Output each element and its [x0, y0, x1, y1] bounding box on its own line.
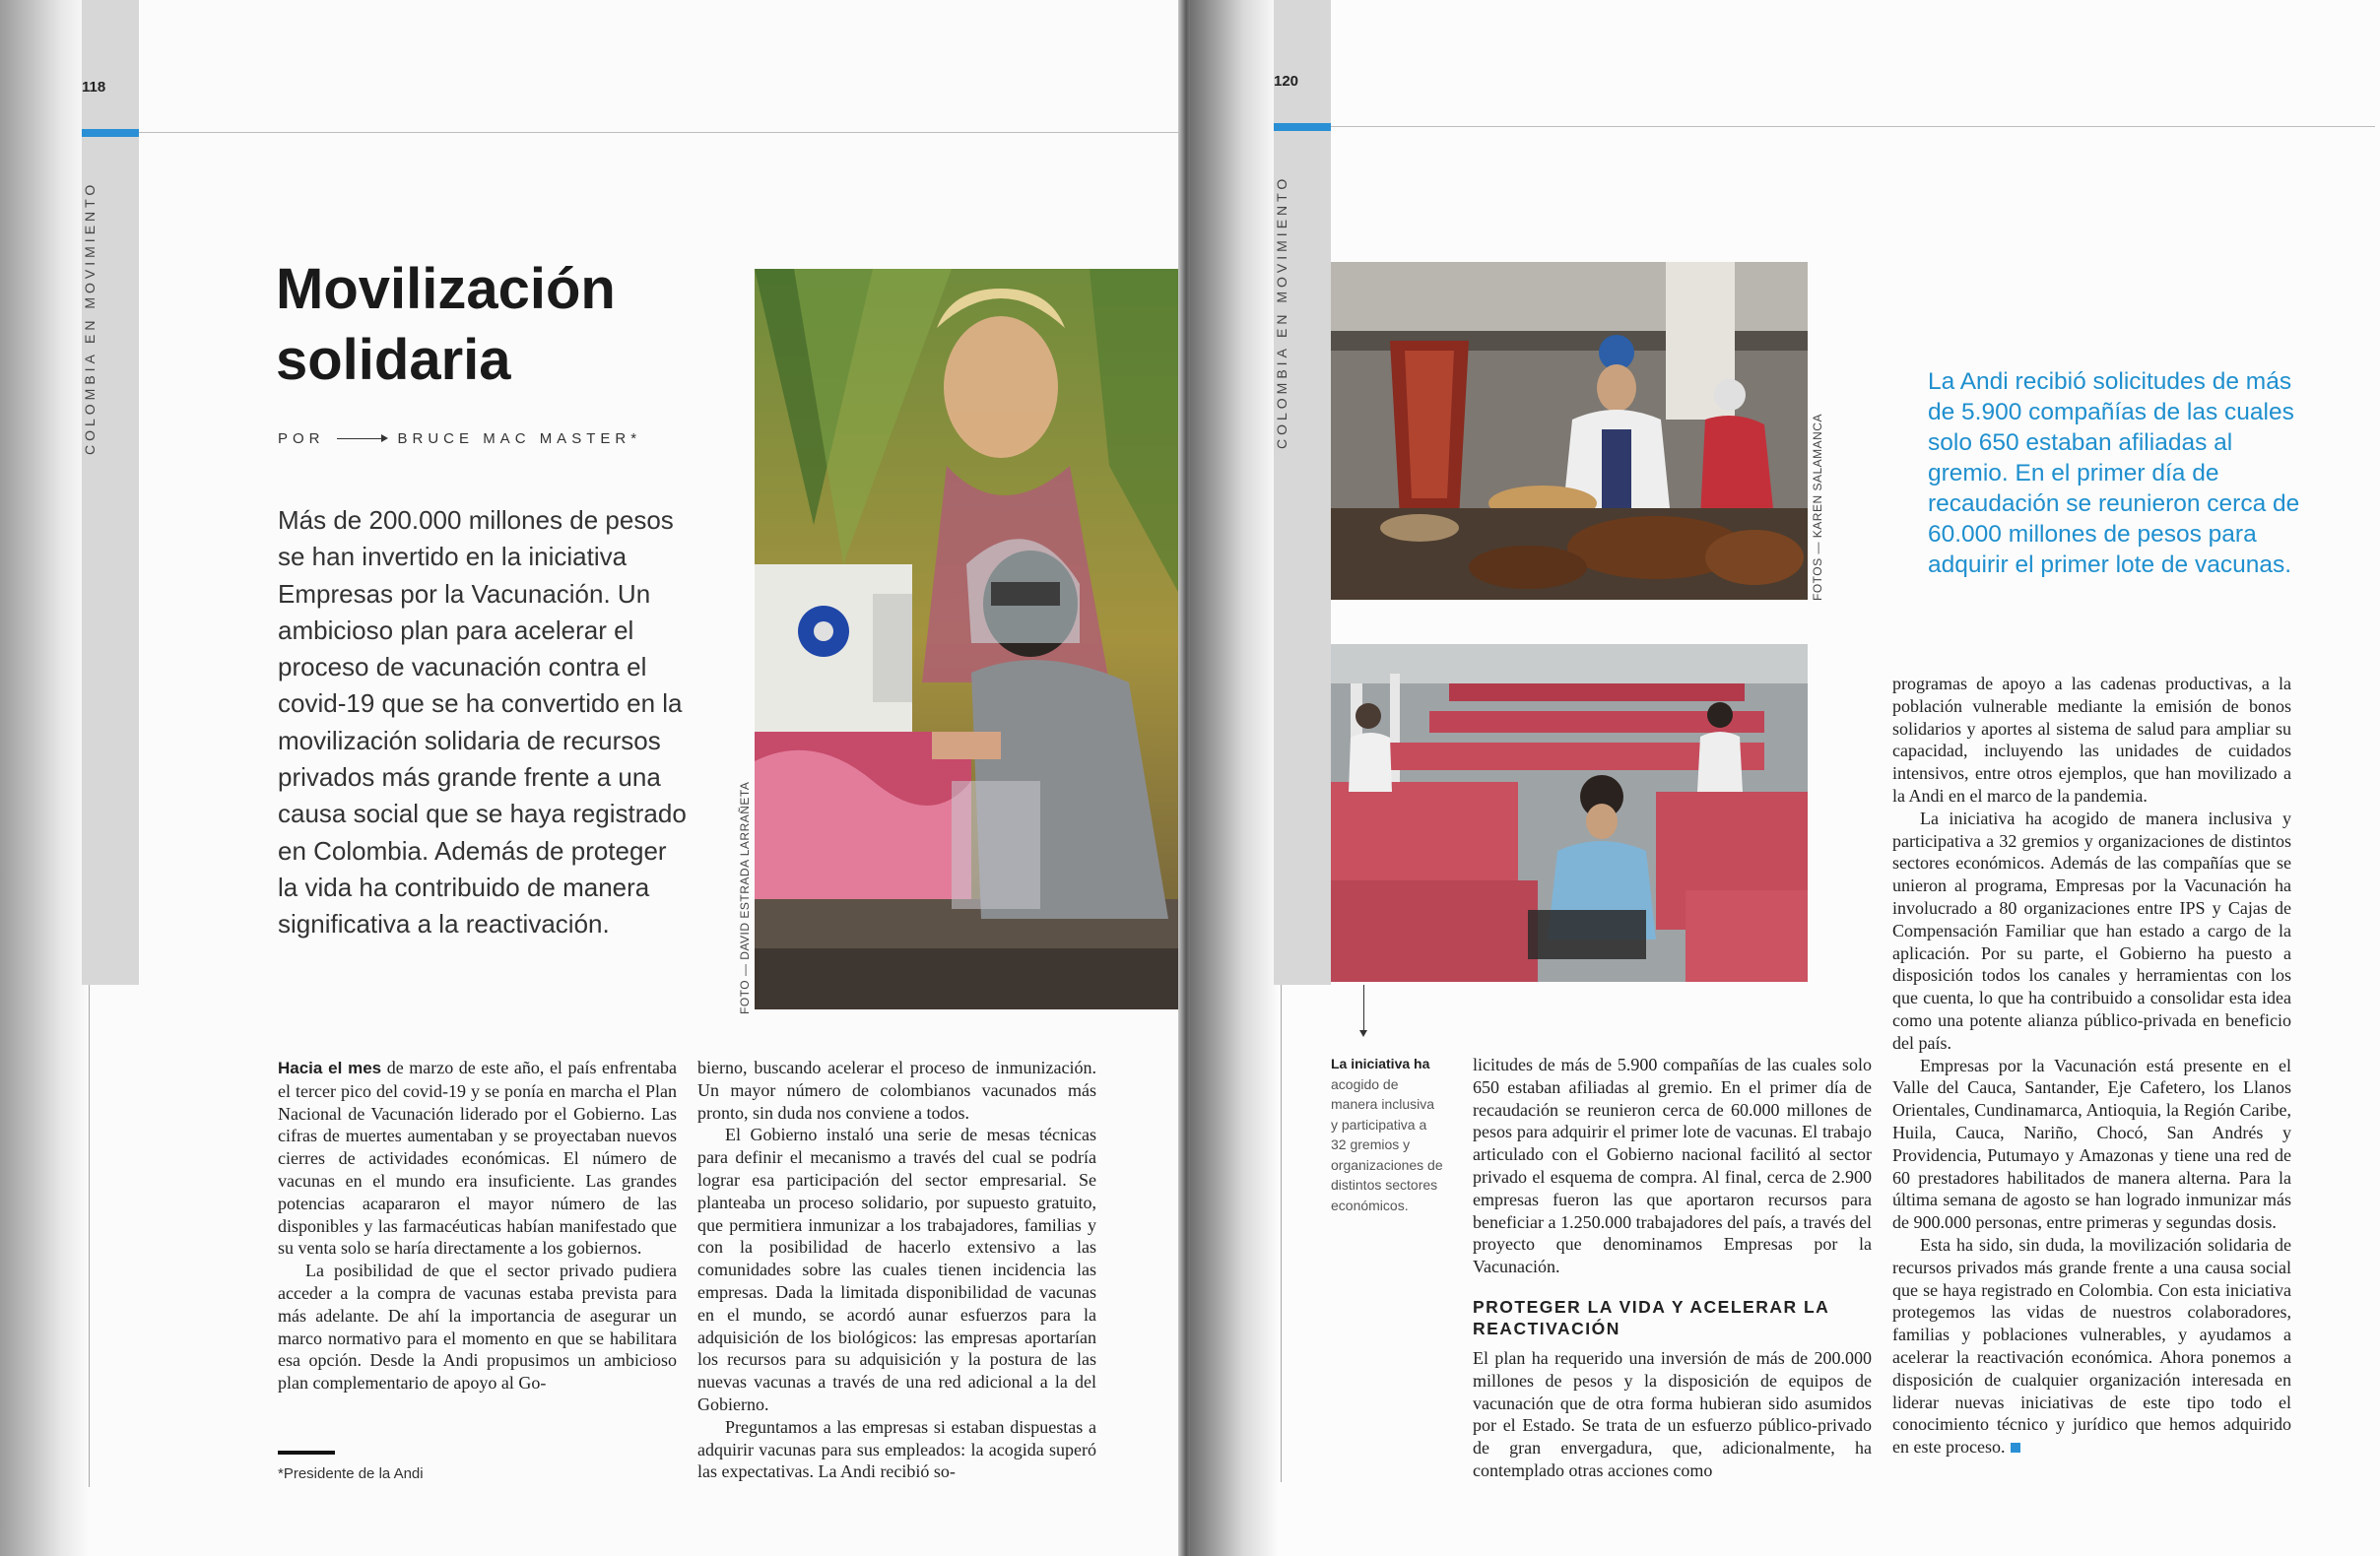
body-text: de marzo de este año, el país enfrentaba el tercer pico del covid-19 y se ponía en marcha el Plan Nacional de Vacunación liderado por el Gobierno. Las cifras de muertes aumentaban y se proyectaban nuevos cierres de actividades económicas. El número de vacunas en el mundo era insuficiente. Las grandes potencias acapararon el mayor número de las disponibles y las farmacéuticas habían manifestado que su venta solo se haría directamente a los gobiernos.	[278, 1058, 677, 1259]
body-paragraph: programas de apoyo a las cadenas productivas, a la población vulnerable mediante la emisión de bonos solidarios y aportes al sistema de salud para ampliar su capacidad, incluyendo las unidades de cuidados intensivos, entre otros ejemplos, que han movilizado a la Andi en el marco de la pandemia.	[1892, 674, 2291, 806]
photo-caption	[1331, 1054, 1444, 1215]
title-line-1: Movilización	[276, 257, 616, 321]
header-rule	[139, 132, 1178, 133]
end-mark-icon	[2011, 1443, 2020, 1453]
body-paragraph: licitudes de más de 5.900 compañías de las cuales solo 650 estaban afiliadas al gremio. En el primer día de recaudación se reunieron cerca de 60.000 millones de pesos para adquirir el primer lote de vacunas. El trabajo articulado con el Gobierno nacional facilitó al sector privado el esquema de compra. Al final, cerca de 2.900 empresas fueron las que aportaron recursos para beneficiar a 1.250.000 trabajadores del país, a través del proyecto que denominamos Empresas por la Vacunación.	[1473, 1055, 1872, 1277]
caption-lead: La iniciativa ha	[1331, 1056, 1430, 1071]
byline-arrow-icon	[337, 438, 386, 439]
body-paragraph: La iniciativa ha acogido de manera inclusiva y participativa a 32 gremios y organizaciones de distintos sectores económicos. Además de las compañías que se unieron al programa, Empresas por la Vacunación ha involucrado a 80 organizaciones entre IPS y Cajas de Compensación Familiar que han estado a cargo de la aplicación. Por su parte, el Gobierno ha puesto a disposición todos los canales y herramientas con los que cuenta, lo que ha contribuido a consolidar esta idea como una potente alianza público-privada en beneficio del país.	[1892, 808, 2291, 1053]
call-center-illustration	[1331, 644, 1808, 982]
caption-arrow-icon	[1359, 1030, 1367, 1037]
body-paragraph: Empresas por la Vacunación está presente en el Valle del Cauca, Santander, Eje Cafetero, los Llanos Orientales, Cundinamarca, Antioquia, la Región Caribe, Huila, Cauca, Nariño, Chocó, San Andrés y Providencia, Putumayo y Amazonas y tiene una red de 60 prestadores habilitados de manera alterna. Para la última semana de agosto se han logrado inmunizar más de 900.000 personas, entre primeras y segundas dosis.	[1892, 1055, 2291, 1233]
section-subhead: PROTEGER LA VIDA Y ACELERAR LA REACTIVACIÓN	[1473, 1296, 1829, 1338]
page-gutter-shadow	[1190, 0, 1279, 1556]
byline	[278, 430, 641, 447]
footnote: *Presidente de la Andi	[278, 1465, 424, 1482]
body-paragraph: La posibilidad de que el sector privado pudiera acceder a la compra de vacunas estaba prevista para más adelante. De ahí la importancia de asegurar un marco normativo para el momento en que se habilitara esa opción. Desde la Andi propusimos un ambicioso plan complementario de apoyo al Go-	[278, 1261, 677, 1394]
left-page	[0, 0, 1187, 1556]
byline-author: BRUCE MAC MASTER*	[397, 430, 642, 447]
section-label: COLOMBIA EN MOVIMIENTO	[82, 180, 98, 455]
run-in-heading: Hacia el mes	[278, 1059, 382, 1077]
body-text: Esta ha sido, sin duda, la movilización solidaria de recursos privados más grande frente a una causa social que se haya registrado en Colombia. Con esta iniciativa protegemos las vidas de nuestros colaboradores, familias y poblaciones vulnerables, y ayudamos a acelerar la reactivación económica. Ahora ponemos a disposición de cualquier organización interesada en liderar nuevas iniciativas de este tipo todo el conocimiento técnico y jurídico que hemos adquirido en este proceso.	[1892, 1234, 2291, 1458]
body-paragraph: Preguntamos a las empresas si estaban dispuestas a adquirir vacunas para sus empleados: la acogida superó las expectativas. La Andi recibió so-	[697, 1416, 1096, 1482]
body-paragraph	[1892, 1234, 2291, 1459]
lede-paragraph: Más de 200.000 millones de pesos se han invertido en la iniciativa Empresas por la Vacunación. Un ambicioso plan para acelerar el proceso de vacunación contra el covid-19 que se ha convertido en la movilización solidaria de recursos privados más grande frente a una causa social que se haya registrado en Colombia. Además de proteger la vida ha contribuido de manera significativa a la reactivación.	[278, 505, 687, 940]
accent-rule	[1274, 123, 1331, 131]
header-rule	[1331, 126, 2375, 127]
body-column-2	[1892, 673, 2291, 1459]
accent-rule	[82, 129, 139, 137]
caption-pointer-line	[1363, 985, 1364, 1034]
body-column-1	[278, 1057, 677, 1394]
seamstress-illustration	[755, 269, 1179, 1009]
pull-quote: La Andi recibió solicitudes de más de 5.900 compañías de las cuales solo 650 estaban afiliadas al gremio. En el primer día de recaudación se reunieron cerca de 60.000 millones de pesos para adquirir el primer lote de vacunas.	[1928, 368, 2300, 578]
body-column-2	[697, 1057, 1096, 1483]
grey-sidebar-strip	[1274, 0, 1331, 985]
photo-seamstress	[755, 269, 1179, 1009]
photo-call-center	[1331, 644, 1808, 982]
margin-line	[89, 985, 90, 1487]
body-column-1	[1473, 1054, 1872, 1482]
photo-credit: FOTOS — KAREN SALAMANCA	[1811, 414, 1824, 601]
page-gutter-shadow	[0, 0, 89, 1556]
right-page	[1190, 0, 2380, 1556]
byline-prefix: POR	[278, 430, 325, 447]
page-number: 118	[82, 79, 106, 96]
footnote-rule	[278, 1451, 335, 1455]
photo-kitchen	[1331, 262, 1808, 600]
body-paragraph: El Gobierno instaló una serie de mesas técnicas para definir el mecanismo a través del cual se podría lograr esa participación del sector empresarial. Se planteaba un proceso solidario, por supuesto gratuito, que permitiera inmunizar a los trabajadores, familias y con la posibilidad de hacerlo extensivo a las comunidades sobre las cuales tienen incidencia las empresas. Dada la limitada disponibilidad de vacunas en el mundo, se acordó aunar esfuerzos para la adquisición de los biológicos: las empresas aportarían los recursos para su adquisición y la postura de las nuevas vacunas a través de una red adicional a la del Gobierno.	[697, 1125, 1096, 1414]
margin-line	[1281, 985, 1282, 1482]
caption-text: acogido de manera inclusiva y participativa a 32 gremios y organizaciones de distintos sectores económicos.	[1331, 1075, 1443, 1213]
title-line-2: solidaria	[276, 328, 511, 392]
body-paragraph: El plan ha requerido una inversión de más de 200.000 millones de pesos y la disposición de equipos de vacunación que de otra forma hubieran sido asumidos por el Estado. Se trata de un esfuerzo público-privado de gran envergadura, que, adicionalmente, ha contemplado otras acciones como	[1473, 1347, 1872, 1480]
photo-credit: FOTO — DAVID ESTRADA LARRAÑETA	[738, 781, 752, 1014]
body-paragraph: bierno, buscando acelerar el proceso de inmunización. Un mayor número de colombianos vacunados más pronto, sin duda nos conviene a todos.	[697, 1058, 1096, 1123]
section-label: COLOMBIA EN MOVIMIENTO	[1274, 174, 1289, 449]
page-number: 120	[1274, 73, 1299, 90]
kitchen-illustration	[1331, 262, 1808, 600]
grey-sidebar-strip	[82, 0, 139, 985]
article-title	[276, 254, 690, 396]
body-paragraph	[278, 1057, 677, 1260]
